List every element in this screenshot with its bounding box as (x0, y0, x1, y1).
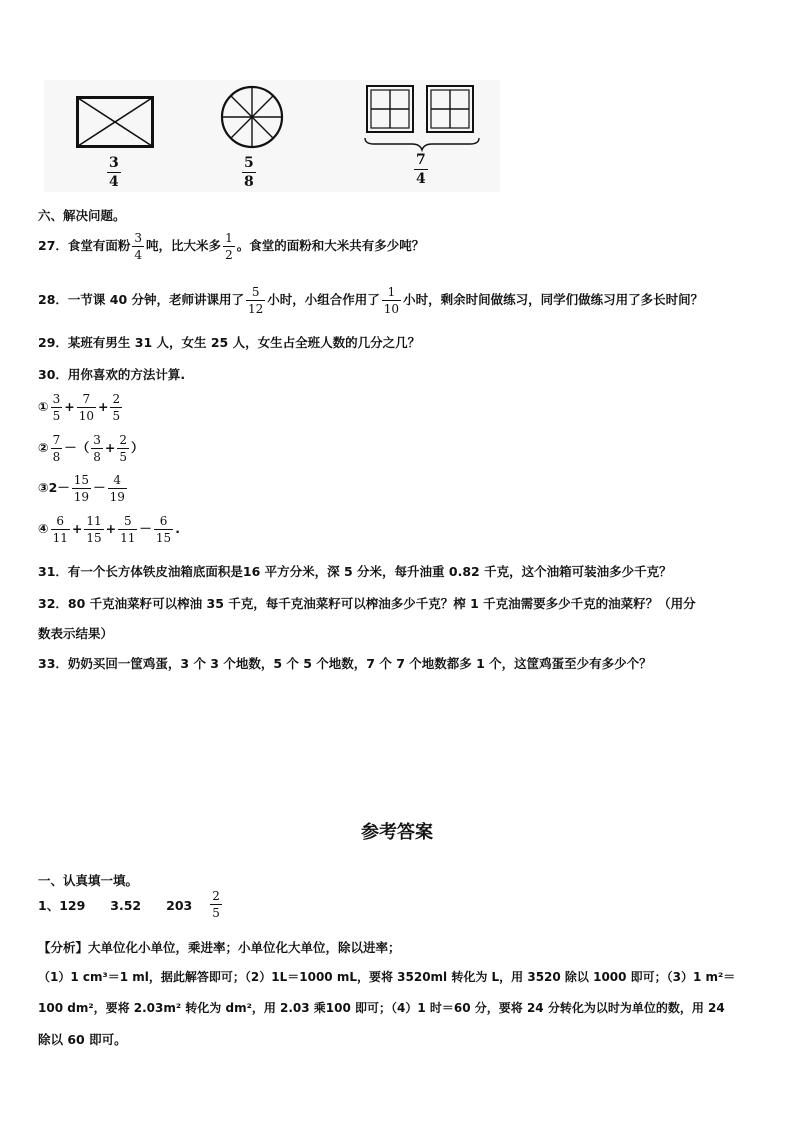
fraction (246, 286, 265, 315)
fraction-denominator: 19 (73, 490, 90, 504)
fraction-numerator: 6 (159, 514, 168, 528)
right-paren: ） (131, 440, 144, 455)
fraction-numerator: 6 (56, 514, 65, 528)
fraction-denominator: 15 (155, 531, 172, 545)
fraction (51, 515, 70, 544)
analysis-paragraph-1: （1）1 cm³＝1 ml，据此解答即可；（2）1L＝1000 mL，要将 3520ml 转化为 L，用 3520 除以 1000 即可；（3）1 m²＝ (38, 970, 736, 984)
circle-figure (219, 84, 285, 150)
fraction-numerator: 15 (73, 473, 90, 487)
fraction-numerator: 7 (416, 152, 426, 168)
q28-text-a: 28．一节课 40 分钟，老师讲课用了 (38, 292, 244, 307)
fraction (72, 474, 91, 503)
grid-squares-figure (362, 84, 482, 152)
period: . (175, 521, 180, 536)
fraction-numerator: 3 (93, 433, 101, 447)
analysis-paragraph-2: 100 dm²，要将 2.03m² 转化为 dm²，用 2.03 乘100 即可；（4）1 时＝60 分，要将 24 分转化为以时为单位的数，用 24 (38, 1001, 725, 1015)
fraction-denominator: 4 (134, 248, 143, 262)
expression-1 (38, 393, 124, 422)
question-32-line1: 32．80 千克油菜籽可以榨油 35 千克，每千克油菜籽可以榨油多少千克？榨 1 千克油需要多少千克的油菜籽？（用分 (38, 596, 696, 611)
analysis-paragraph-3: 除以 60 即可。 (38, 1032, 127, 1047)
q28-text-b: 小时，小组合作用了 (267, 292, 380, 307)
fraction-denominator: 5 (212, 906, 220, 920)
fraction (51, 434, 63, 463)
fraction (382, 286, 401, 315)
fraction-denominator: 11 (120, 531, 136, 545)
fraction-denominator: 2 (225, 248, 233, 262)
fraction-denominator: 10 (78, 409, 94, 423)
fraction-numerator: 7 (52, 433, 61, 447)
expression-4 (38, 515, 180, 544)
operator: － (64, 440, 77, 455)
answer-1-values: 1、129 3.52 203 (38, 897, 193, 913)
analysis-text: 【分析】大单位化小单位，乘进率；小单位化大单位，除以进率； (38, 940, 401, 955)
q28-text-c: 小时，剩余时间做练习，同学们做练习用了多长时间？ (403, 292, 704, 307)
fraction-numerator: 2 (112, 392, 121, 406)
fraction-denominator: 11 (52, 531, 68, 545)
rectangle-figure (76, 96, 154, 148)
fraction (154, 515, 173, 544)
question-28 (38, 286, 703, 315)
fraction-numerator: 5 (123, 514, 132, 528)
expression-2 (38, 434, 144, 463)
answers-title: 参考答案 (361, 822, 433, 843)
question-32-line2: 数表示结果） (38, 626, 114, 641)
question-27 (38, 232, 424, 261)
fraction (108, 474, 127, 503)
operator: － (139, 521, 152, 536)
fraction-numerator: 3 (134, 231, 143, 245)
fraction-numerator: 5 (251, 285, 260, 299)
operator: + (98, 399, 109, 414)
operator: + (71, 521, 83, 536)
question-33: 33．奶奶买回一筐鸡蛋，3 个 3 个地数，5 个 5 个地数，7 个 7 个地数都多 1 个，这筐鸡蛋至少有多少个？ (38, 656, 652, 671)
leading-term: 2－ (48, 480, 70, 495)
answers-section-1: 一、认真填一填。 (38, 873, 139, 888)
answer-1 (38, 890, 224, 919)
fraction-denominator: 4 (416, 171, 426, 187)
operator: + (64, 399, 75, 414)
question-31: 31．有一个长方体铁皮油箱底面积是16 平方分米，深 5 分米，每升油重 0.82 千克，这个油箱可装油多少千克？ (38, 564, 672, 579)
fraction-numerator: 5 (244, 155, 254, 171)
figure1-fraction (107, 156, 121, 189)
figure2-fraction (242, 156, 256, 189)
fraction (132, 232, 144, 261)
fraction-denominator: 12 (248, 302, 264, 316)
fraction-numerator: 2 (119, 433, 128, 447)
circled-number: ① (38, 399, 49, 414)
circled-number: ④ (38, 521, 49, 536)
fraction-numerator: 11 (86, 514, 102, 528)
fraction (51, 393, 63, 422)
fraction-denominator: 8 (52, 450, 61, 464)
fraction-denominator: 5 (119, 450, 128, 464)
fraction-numerator: 2 (212, 889, 220, 903)
fraction-numerator: 3 (109, 155, 119, 171)
fraction-denominator: 5 (52, 409, 61, 423)
circled-number: ② (38, 440, 49, 455)
q27-text-c: 。食堂的面粉和大米共有多少吨？ (236, 238, 425, 253)
fraction-numerator: 1 (387, 285, 396, 299)
fraction-denominator: 10 (383, 302, 400, 316)
operator: － (93, 480, 106, 495)
figure3-fraction (414, 153, 428, 186)
fraction-denominator: 5 (112, 409, 121, 423)
fraction (110, 393, 122, 422)
fraction (77, 393, 96, 422)
circled-number: ③ (38, 480, 49, 495)
left-paren: （ (76, 440, 90, 455)
question-29: 29．某班有男生 31 人，女生 25 人，女生占全班人数的几分之几？ (38, 335, 421, 350)
fraction (91, 434, 103, 463)
fraction-denominator: 19 (109, 490, 125, 504)
fraction-denominator: 4 (109, 174, 119, 190)
fraction-numerator: 1 (225, 231, 233, 245)
fraction-numerator: 7 (82, 392, 91, 406)
fraction-denominator: 15 (86, 531, 102, 545)
fraction-numerator: 4 (113, 473, 122, 487)
fraction (117, 434, 129, 463)
operator: + (105, 521, 117, 536)
operator: + (104, 440, 116, 455)
fraction (118, 515, 137, 544)
fraction (210, 890, 222, 919)
q27-text-b: 吨，比大米多 (146, 238, 222, 253)
fraction-numerator: 3 (52, 392, 61, 406)
fraction-denominator: 8 (93, 450, 101, 464)
fraction-denominator: 8 (244, 174, 254, 190)
section-6-title: 六、解决问题。 (38, 208, 126, 223)
question-30: 30．用你喜欢的方法计算. (38, 367, 186, 382)
expression-3 (38, 474, 129, 503)
fraction (84, 515, 103, 544)
q27-text-a: 27．食堂有面粉 (38, 238, 131, 253)
fraction (223, 232, 235, 261)
